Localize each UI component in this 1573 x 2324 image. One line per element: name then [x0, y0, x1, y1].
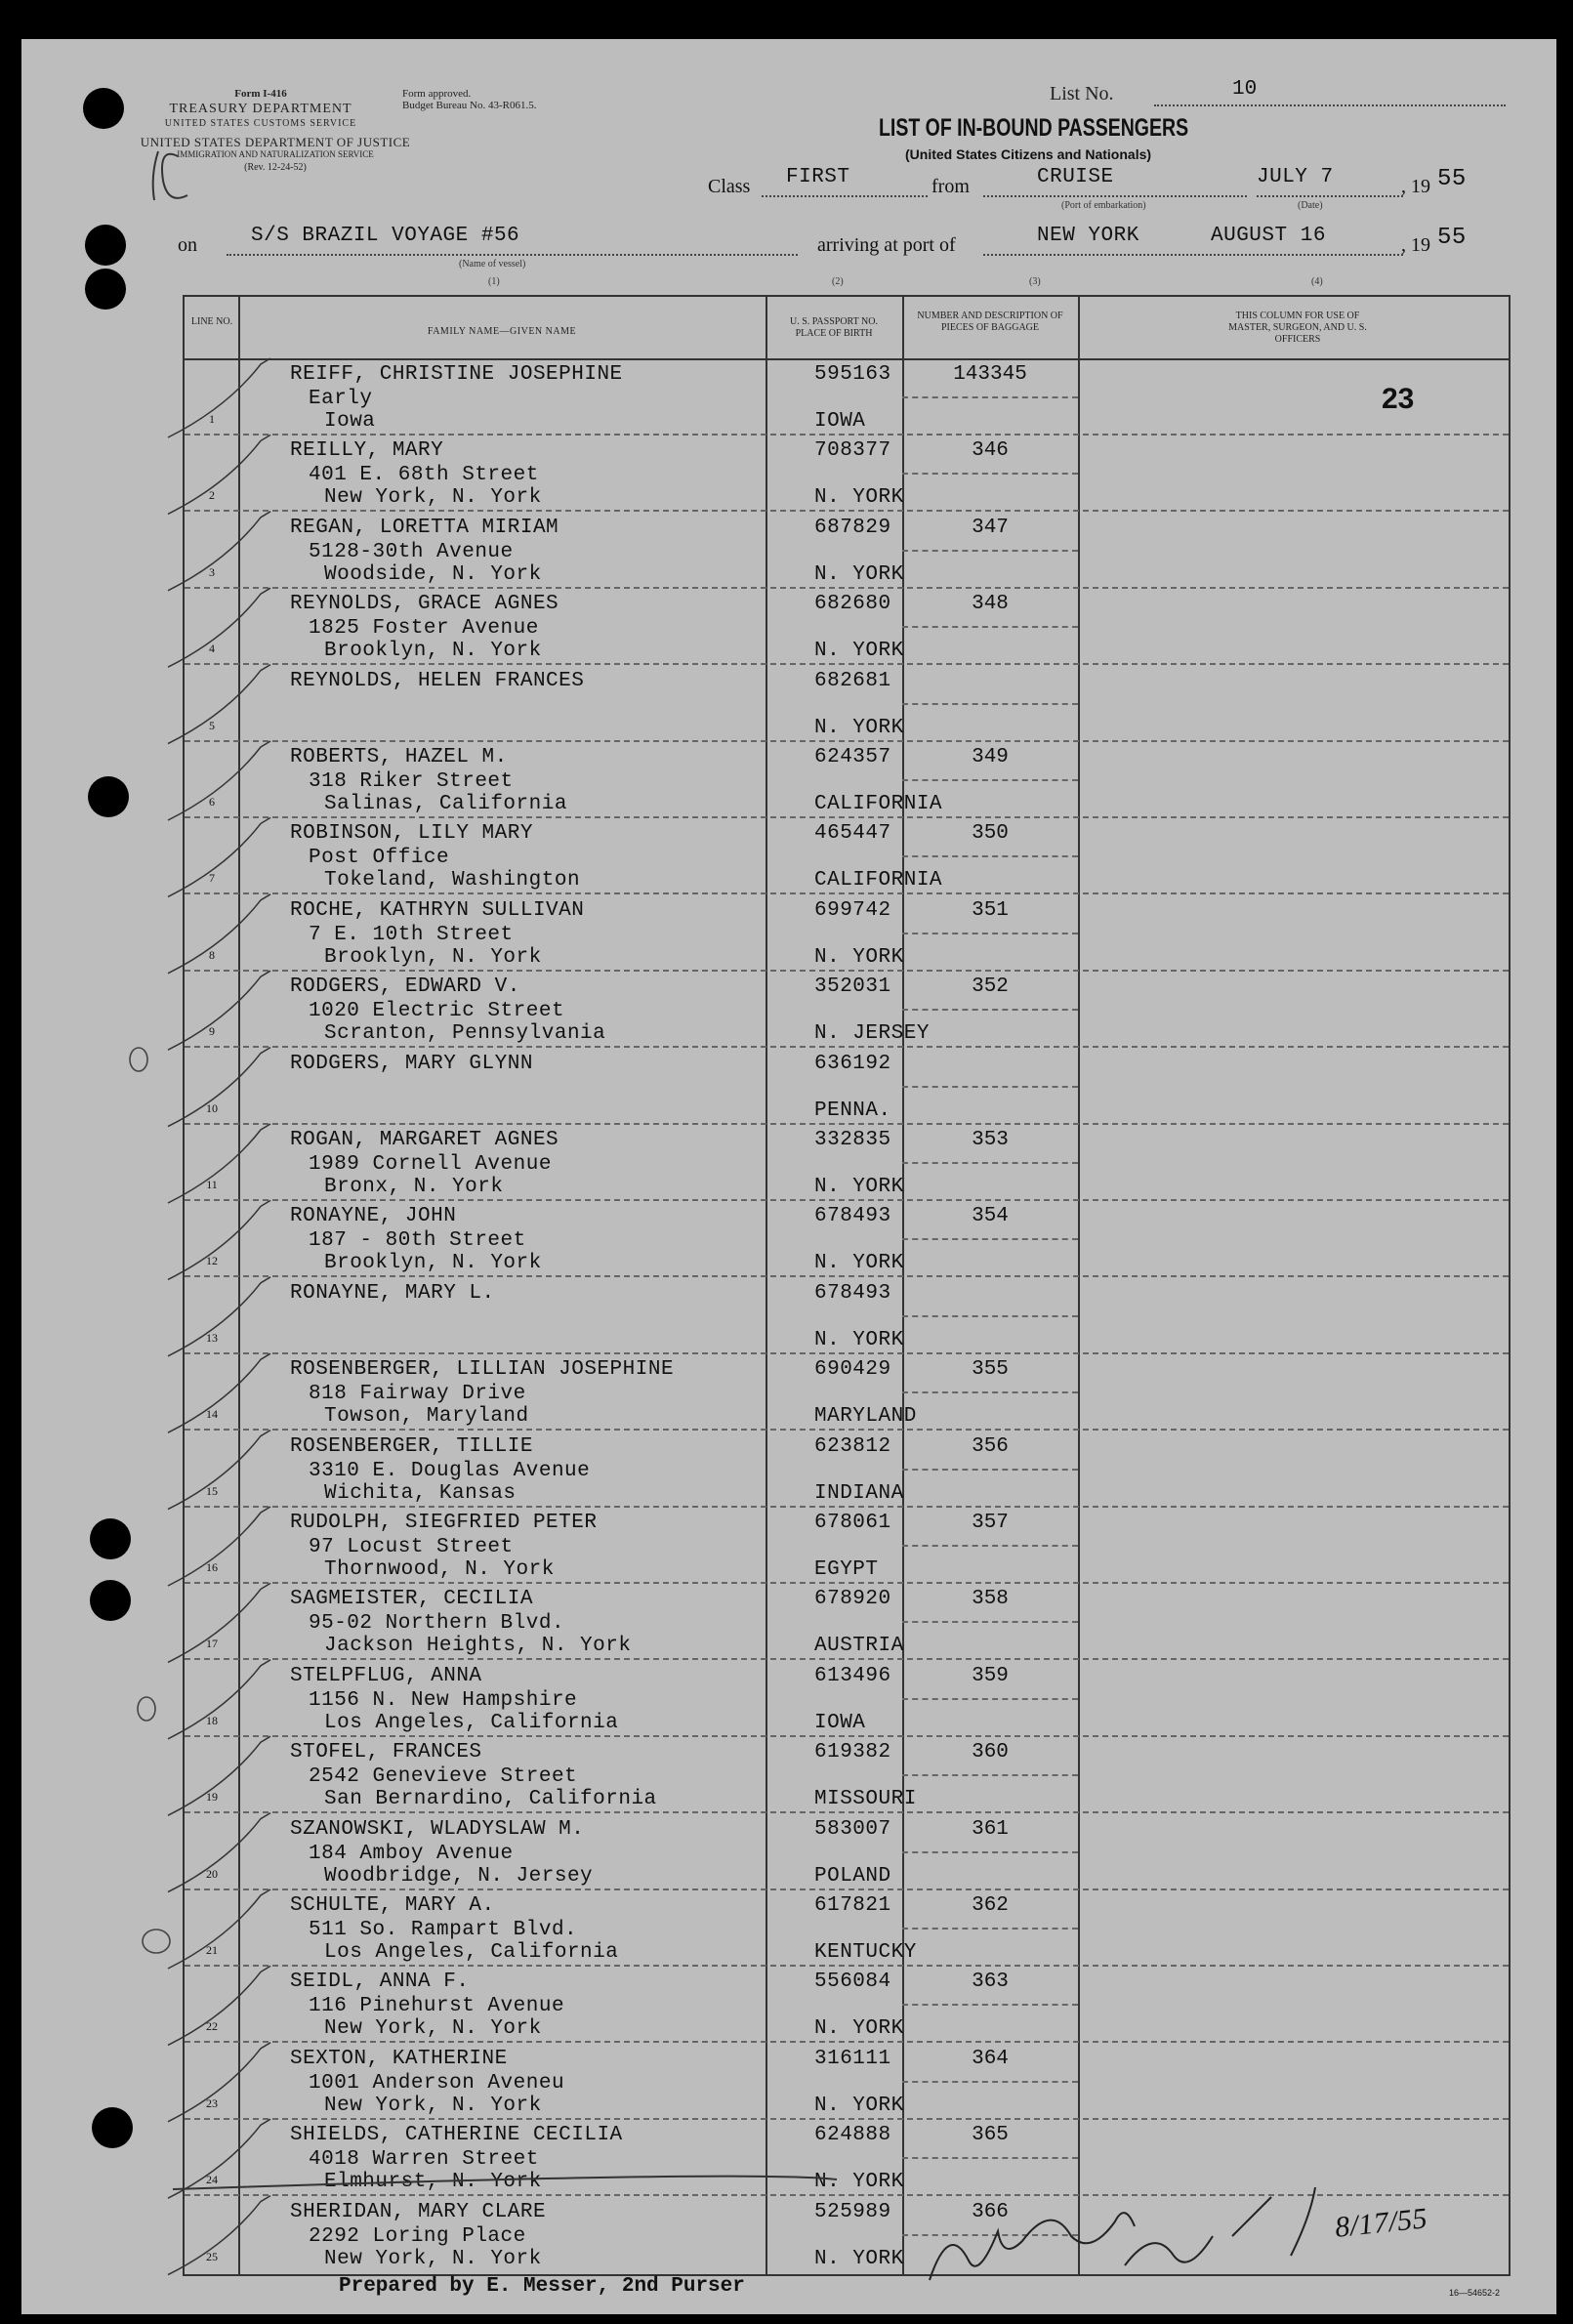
tick-mark [168, 1124, 270, 1203]
line-number: 19 [206, 1790, 218, 1805]
column-marker: (1) [488, 276, 500, 287]
line-number: 9 [209, 1024, 215, 1039]
baggage-number: 350 [972, 822, 1009, 846]
form-approved: Form approved. [402, 88, 472, 100]
passenger-name: REYNOLDS, GRACE AGNES [290, 593, 559, 616]
passport-number: 678920 [814, 1588, 891, 1611]
line-number: 6 [209, 795, 215, 809]
line-number: 1 [209, 412, 215, 426]
arrival-date: AUGUST 16 [1211, 225, 1326, 247]
baggage-number: 348 [972, 593, 1009, 616]
passenger-address-1: 318 Riker Street [309, 770, 514, 793]
passenger-address-1: 2542 Genevieve Street [309, 1765, 578, 1789]
passenger-address-2: Los Angeles, California [324, 1941, 619, 1964]
place-of-birth: N. YORK [814, 2171, 904, 2194]
line-number: 12 [206, 1254, 218, 1268]
class-value: FIRST [786, 166, 850, 188]
line-number: 25 [206, 2249, 218, 2263]
justice-dept: UNITED STATES DEPARTMENT OF JUSTICE [140, 135, 411, 149]
line-number: 17 [206, 1637, 218, 1651]
baggage-number: 349 [972, 746, 1009, 768]
list-no-value: 10 [1232, 78, 1258, 101]
passenger-address-1: 401 E. 68th Street [309, 464, 539, 487]
year-value-2: 55 [1437, 225, 1467, 251]
passport-number: 636192 [814, 1052, 891, 1075]
line-number: 2 [209, 488, 215, 503]
place-of-birth: MARYLAND [814, 1405, 917, 1429]
line-number: 22 [206, 2019, 218, 2034]
passport-number: 678493 [814, 1205, 891, 1228]
passport-number: 678493 [814, 1281, 891, 1305]
class-label: Class [708, 176, 751, 197]
tick-mark [168, 358, 270, 437]
baggage-number: 364 [972, 2047, 1009, 2070]
place-of-birth: N. YORK [814, 640, 904, 663]
line-number: 18 [206, 1713, 218, 1727]
passenger-name: ROGAN, MARGARET AGNES [290, 1129, 559, 1151]
passenger-address-2: Salinas, California [324, 793, 567, 815]
place-of-birth: N. YORK [814, 716, 904, 739]
line-number: 23 [206, 2096, 218, 2110]
baggage-number: 365 [972, 2124, 1009, 2147]
baggage-number: 359 [972, 1664, 1009, 1687]
passenger-name: RONAYNE, JOHN [290, 1205, 457, 1228]
column-marker: (3) [1029, 276, 1041, 287]
tick-mark [168, 588, 270, 667]
column-marker: (4) [1311, 276, 1323, 287]
passenger-address-1: 1156 N. New Hampshire [309, 1688, 578, 1712]
place-of-birth: INDIANA [814, 1481, 904, 1505]
form-revision: (Rev. 12-24-52) [244, 162, 307, 173]
page-title: LIST OF IN-BOUND PASSENGERS [879, 114, 1189, 142]
place-of-birth: N. YORK [814, 1252, 904, 1275]
baggage-number: 356 [972, 1434, 1009, 1458]
passenger-address-1: 187 - 80th Street [309, 1229, 526, 1253]
passenger-address-1: 818 Fairway Drive [309, 1383, 526, 1406]
passenger-address-1: 184 Amboy Avenue [309, 1842, 514, 1865]
place-of-birth: N. YORK [814, 562, 904, 586]
passenger-name: SZANOWSKI, WLADYSLAW M. [290, 1817, 585, 1841]
tick-mark [168, 1277, 270, 1356]
tick-mark [168, 2196, 270, 2275]
col-header-officers: THIS COLUMN FOR USE OF MASTER, SURGEON, AND U. S. OFFICERS [1228, 311, 1367, 345]
baggage-number: 360 [972, 1741, 1009, 1764]
passport-number: 465447 [814, 822, 891, 846]
place-of-birth: MISSOURI [814, 1788, 917, 1811]
baggage-number: 361 [972, 1817, 1009, 1841]
passenger-address-2: Towson, Maryland [324, 1405, 529, 1429]
list-no-label: List No. [1050, 83, 1114, 104]
ins-service: IMMIGRATION AND NATURALIZATION SERVICE [177, 149, 374, 159]
line-number: 7 [209, 871, 215, 886]
passenger-name: RODGERS, EDWARD V. [290, 975, 520, 999]
tick-mark [168, 1966, 270, 2045]
tick-mark [168, 1660, 270, 1739]
line-number: 11 [206, 1178, 218, 1191]
line-number: 24 [206, 2173, 218, 2187]
passenger-name: REILLY, MARY [290, 439, 444, 463]
place-of-birth: N. JERSEY [814, 1022, 930, 1046]
place-of-birth: EGYPT [814, 1558, 879, 1581]
line-number: 21 [206, 1943, 218, 1957]
passenger-name: ROSENBERGER, LILLIAN JOSEPHINE [290, 1358, 675, 1382]
passenger-address-1: 7 E. 10th Street [309, 923, 514, 946]
passenger-name: SEXTON, KATHERINE [290, 2047, 508, 2070]
passenger-address-2: Tokeland, Washington [324, 869, 581, 892]
place-of-birth: PENNA. [814, 1099, 891, 1122]
handwritten-annotations [21, 39, 1556, 2314]
passport-number: 708377 [814, 439, 891, 463]
passport-number: 595163 [814, 363, 891, 386]
treasury-dept: TREASURY DEPARTMENT [169, 102, 352, 116]
passenger-name: SHERIDAN, MARY CLARE [290, 2200, 547, 2223]
tick-mark [168, 741, 270, 820]
budget-bureau: Budget Bureau No. 43-R061.5. [402, 100, 537, 111]
tick-mark [168, 1736, 270, 1815]
passenger-name: ROCHE, KATHRYN SULLIVAN [290, 898, 585, 922]
port-embark-caption: (Port of embarkation) [1061, 200, 1146, 211]
passenger-address-2: Scranton, Pennsylvania [324, 1022, 606, 1046]
baggage-number: 143345 [953, 363, 1027, 386]
passenger-address-1: 5128-30th Avenue [309, 540, 514, 563]
on-label: on [178, 234, 197, 256]
baggage-number: 354 [972, 1205, 1009, 1228]
passport-number: 682680 [814, 593, 891, 616]
passport-number: 583007 [814, 1817, 891, 1841]
line-number: 8 [209, 947, 215, 962]
col-header-line-no: LINE NO. [190, 316, 233, 327]
line-number: 16 [206, 1560, 218, 1574]
passenger-name: SCHULTE, MARY A. [290, 1894, 495, 1917]
place-of-birth: N. YORK [814, 486, 904, 510]
passport-number: 525989 [814, 2200, 891, 2223]
passenger-address-1: 4018 Warren Street [309, 2148, 539, 2172]
baggage-number: 357 [972, 1512, 1009, 1534]
passenger-address-1: 97 Locust Street [309, 1536, 514, 1558]
baggage-number: 366 [972, 2200, 1009, 2223]
officer-count: 23 [1382, 383, 1415, 415]
baggage-number: 358 [972, 1588, 1009, 1611]
baggage-number: 351 [972, 898, 1009, 922]
passenger-name: STOFEL, FRANCES [290, 1741, 482, 1764]
place-of-birth: N. YORK [814, 945, 904, 969]
passenger-address-1: 2292 Loring Place [309, 2224, 526, 2248]
passport-number: 624888 [814, 2124, 891, 2147]
page-subtitle: (United States Citizens and Nationals) [905, 146, 1152, 162]
passenger-address-2: Woodside, N. York [324, 562, 542, 586]
line-number: 10 [206, 1100, 218, 1115]
tick-mark [168, 1889, 270, 1969]
place-of-birth: N. YORK [814, 2017, 904, 2041]
tick-mark [168, 2043, 270, 2122]
col-header-name: FAMILY NAME—GIVEN NAME [427, 326, 577, 337]
baggage-number: 355 [972, 1358, 1009, 1382]
passenger-address-2: Iowa [324, 410, 376, 433]
passenger-name: RUDOLPH, SIEGFRIED PETER [290, 1512, 598, 1534]
passenger-name: SHIELDS, CATHERINE CECILIA [290, 2124, 623, 2147]
place-of-birth: IOWA [814, 1711, 866, 1734]
port-of-embarkation: CRUISE [1037, 166, 1114, 188]
tick-mark [168, 435, 270, 514]
from-label: from [931, 176, 970, 197]
line-number: 5 [209, 718, 215, 732]
vessel-caption: (Name of vessel) [459, 259, 526, 270]
baggage-number: 347 [972, 516, 1009, 539]
place-of-birth: N. YORK [814, 1328, 904, 1351]
passenger-address-1: 511 So. Rampart Blvd. [309, 1919, 578, 1941]
line-number: 4 [209, 642, 215, 656]
passenger-address-2: Thornwood, N. York [324, 1558, 555, 1581]
passenger-address-2: New York, N. York [324, 486, 542, 510]
place-of-birth: KENTUCKY [814, 1941, 917, 1964]
passenger-name: RODGERS, MARY GLYNN [290, 1052, 533, 1075]
manifest-page [21, 39, 1556, 2314]
passenger-address-2: New York, N. York [324, 2017, 542, 2041]
passport-number: 623812 [814, 1434, 891, 1458]
form-code: 16—54652-2 [1449, 2288, 1501, 2298]
passenger-name: SAGMEISTER, CECILIA [290, 1588, 533, 1611]
place-of-birth: AUSTRIA [814, 1635, 904, 1658]
passenger-name: ROBINSON, LILY MARY [290, 822, 533, 846]
place-of-birth: CALIFORNIA [814, 869, 943, 892]
date-caption: (Date) [1298, 200, 1323, 211]
passport-number: 316111 [814, 2047, 891, 2070]
arriving-label: arriving at port of [817, 234, 956, 256]
passenger-address-1: Early [309, 388, 373, 410]
passport-number: 617821 [814, 1894, 891, 1917]
arrival-port: NEW YORK [1037, 225, 1139, 247]
line-number: 13 [206, 1330, 218, 1345]
tick-mark [168, 971, 270, 1050]
passenger-address-2: Woodbridge, N. Jersey [324, 1864, 594, 1888]
year-prefix-1: , 19 [1401, 176, 1430, 197]
column-marker: (2) [832, 276, 844, 287]
line-number: 20 [206, 1866, 218, 1881]
line-number: 14 [206, 1407, 218, 1422]
place-of-birth: POLAND [814, 1864, 891, 1888]
vessel-name: S/S BRAZIL VOYAGE #56 [251, 225, 520, 247]
col-header-baggage: NUMBER AND DESCRIPTION OF PIECES OF BAGGAGE [917, 311, 1063, 333]
passport-number: 690429 [814, 1358, 891, 1382]
tick-mark [168, 1048, 270, 1127]
passenger-name: RONAYNE, MARY L. [290, 1281, 495, 1305]
place-of-birth: IOWA [814, 410, 866, 433]
year-prefix-2: , 19 [1401, 234, 1430, 256]
passenger-address-2: Elmhurst, N. York [324, 2171, 542, 2194]
year-value-1: 55 [1437, 166, 1467, 192]
passenger-address-1: 1001 Anderson Aveneu [309, 2071, 565, 2095]
passport-number: 682681 [814, 669, 891, 692]
baggage-number: 363 [972, 1971, 1009, 1994]
passenger-name: REGAN, LORETTA MIRIAM [290, 516, 559, 539]
passport-number: 624357 [814, 746, 891, 768]
passenger-address-2: Brooklyn, N. York [324, 640, 542, 663]
baggage-number: 353 [972, 1129, 1009, 1151]
tick-mark [168, 1200, 270, 1279]
baggage-number: 352 [972, 975, 1009, 999]
passport-number: 352031 [814, 975, 891, 999]
passenger-address-2: New York, N. York [324, 2094, 542, 2117]
passenger-address-2: Los Angeles, California [324, 1711, 619, 1734]
passenger-address-2: Wichita, Kansas [324, 1481, 517, 1505]
passport-number: 619382 [814, 1741, 891, 1764]
place-of-birth: N. YORK [814, 1176, 904, 1198]
form-number: Form I-416 [234, 88, 287, 100]
baggage-number: 346 [972, 439, 1009, 463]
passenger-name: STELPFLUG, ANNA [290, 1664, 482, 1687]
passenger-address-1: 1989 Cornell Avenue [309, 1153, 552, 1176]
line-number: 15 [206, 1483, 218, 1498]
signature-date: 8/17/55 [1333, 2202, 1429, 2244]
prepared-by: Prepared by E. Messer, 2nd Purser [339, 2275, 745, 2298]
passenger-address-1: 116 Pinehurst Avenue [309, 1995, 565, 2018]
passenger-address-2: Bronx, N. York [324, 1176, 504, 1198]
tick-mark [168, 665, 270, 744]
passenger-address-2: Brooklyn, N. York [324, 945, 542, 969]
place-of-birth: N. YORK [814, 2247, 904, 2270]
passenger-address-2: Brooklyn, N. York [324, 1252, 542, 1275]
passenger-address-2: New York, N. York [324, 2247, 542, 2270]
passenger-name: ROSENBERGER, TILLIE [290, 1434, 533, 1458]
customs-service: UNITED STATES CUSTOMS SERVICE [164, 118, 357, 129]
place-of-birth: CALIFORNIA [814, 793, 943, 815]
tick-mark [168, 1507, 270, 1586]
passport-number: 556084 [814, 1971, 891, 1994]
baggage-number: 362 [972, 1894, 1009, 1917]
tick-mark [168, 817, 270, 896]
passport-number: 678061 [814, 1512, 891, 1534]
passport-number: 613496 [814, 1664, 891, 1687]
col-header-passport: U. S. PASSPORT NO. PLACE OF BIRTH [790, 316, 878, 339]
tick-mark [168, 512, 270, 591]
passenger-address-2: San Bernardino, California [324, 1788, 657, 1811]
tick-mark [168, 1431, 270, 1510]
passport-number: 332835 [814, 1129, 891, 1151]
tick-mark [168, 1813, 270, 1892]
passenger-address-1: Post Office [309, 847, 450, 870]
tick-mark [168, 1353, 270, 1432]
passport-number: 687829 [814, 516, 891, 539]
passenger-address-1: 3310 E. Douglas Avenue [309, 1459, 591, 1482]
passenger-name: SEIDL, ANNA F. [290, 1971, 470, 1994]
place-of-birth: N. YORK [814, 2094, 904, 2117]
passport-number: 699742 [814, 898, 891, 922]
signature [930, 2187, 1315, 2280]
passenger-address-1: 1825 Foster Avenue [309, 617, 539, 641]
passenger-name: ROBERTS, HAZEL M. [290, 746, 508, 768]
passenger-address-2: Jackson Heights, N. York [324, 1635, 632, 1658]
embark-date: JULY 7 [1257, 166, 1334, 188]
passenger-address-1: 95-02 Northern Blvd. [309, 1612, 565, 1636]
passenger-address-1: 1020 Electric Street [309, 1000, 565, 1023]
line-number: 3 [209, 564, 215, 579]
passenger-name: REIFF, CHRISTINE JOSEPHINE [290, 363, 623, 386]
passenger-name: REYNOLDS, HELEN FRANCES [290, 669, 585, 692]
tick-mark [168, 1583, 270, 1662]
tick-mark [168, 894, 270, 974]
